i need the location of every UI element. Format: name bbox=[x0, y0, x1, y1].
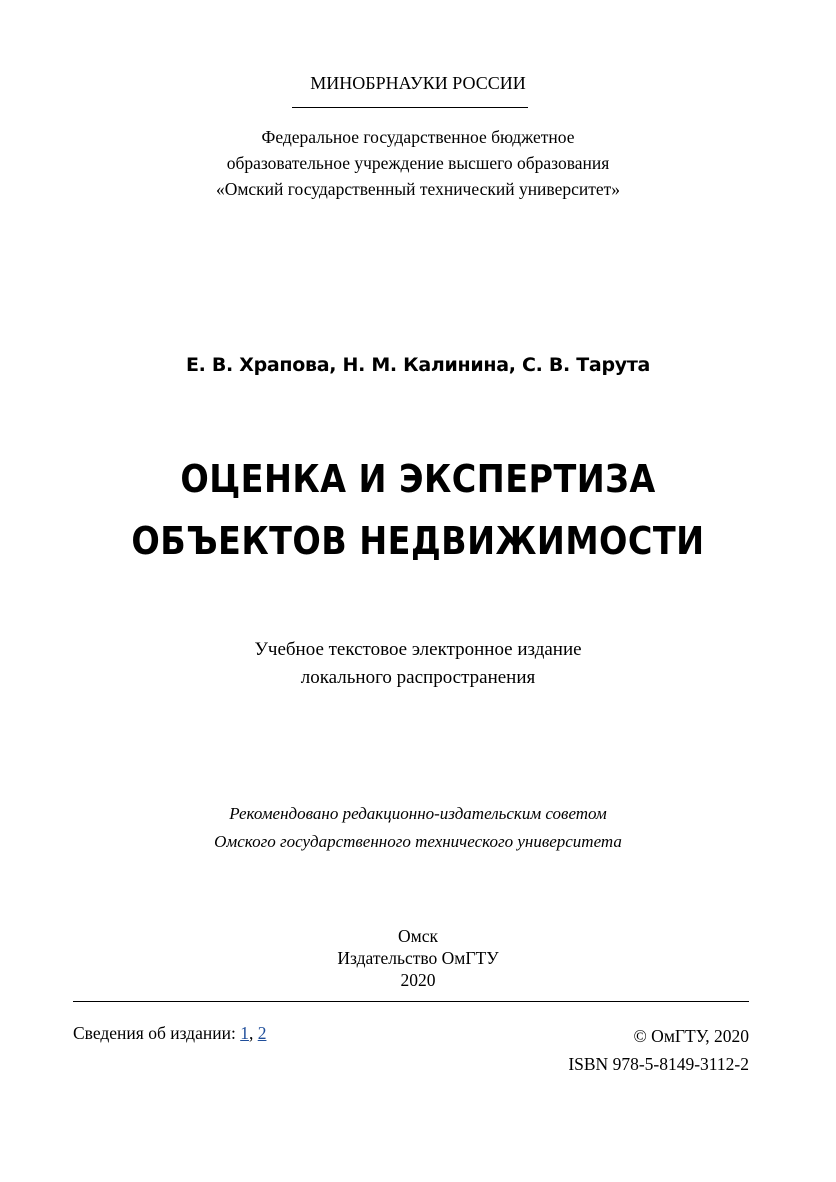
recommendation-line: Рекомендовано редакционно-издательским советом bbox=[229, 804, 607, 823]
institution-line: образовательное учреждение высшего образования bbox=[226, 153, 610, 173]
edition-info bbox=[73, 1022, 266, 1044]
publisher-city: Омск bbox=[398, 926, 438, 946]
isbn: ISBN 978-5-8149-3112-2 bbox=[568, 1054, 749, 1074]
ministry-name: МИНОБРНАУКИ РОССИИ bbox=[310, 73, 526, 93]
copyright: © ОмГТУ, 2020 bbox=[633, 1026, 749, 1046]
link-separator: , bbox=[248, 1023, 254, 1043]
publisher-year: 2020 bbox=[400, 970, 436, 990]
institution-line: «Омский государственный технический университет» bbox=[215, 179, 621, 199]
institution-name bbox=[0, 124, 836, 202]
recommendation-line: Омского государственного технического университета bbox=[214, 832, 622, 851]
title-line: ОЦЕНКА И ЭКСПЕРТИЗА bbox=[180, 457, 656, 501]
recommendation bbox=[0, 800, 836, 856]
edition-line: локального распространения bbox=[300, 667, 536, 688]
institution-line: Федеральное государственное бюджетное bbox=[261, 127, 575, 147]
title-line: ОБЪЕКТОВ НЕДВИЖИМОСТИ bbox=[131, 519, 705, 563]
book-title bbox=[50, 448, 786, 572]
edition-info-label: Сведения об издании: bbox=[73, 1023, 236, 1043]
edition-info-link-1[interactable]: 1 bbox=[240, 1023, 249, 1043]
footer-divider bbox=[73, 1001, 749, 1002]
publisher-block bbox=[0, 925, 836, 991]
edition-info-link-2[interactable]: 2 bbox=[257, 1023, 267, 1043]
edition-line: Учебное текстовое электронное издание bbox=[254, 639, 582, 660]
copyright-block bbox=[568, 1022, 749, 1078]
publisher-name: Издательство ОмГТУ bbox=[337, 948, 499, 968]
edition-type bbox=[0, 636, 836, 692]
ministry-underline bbox=[292, 107, 528, 108]
authors: Е. В. Храпова, Н. М. Калинина, С. В. Тарута bbox=[185, 354, 651, 376]
